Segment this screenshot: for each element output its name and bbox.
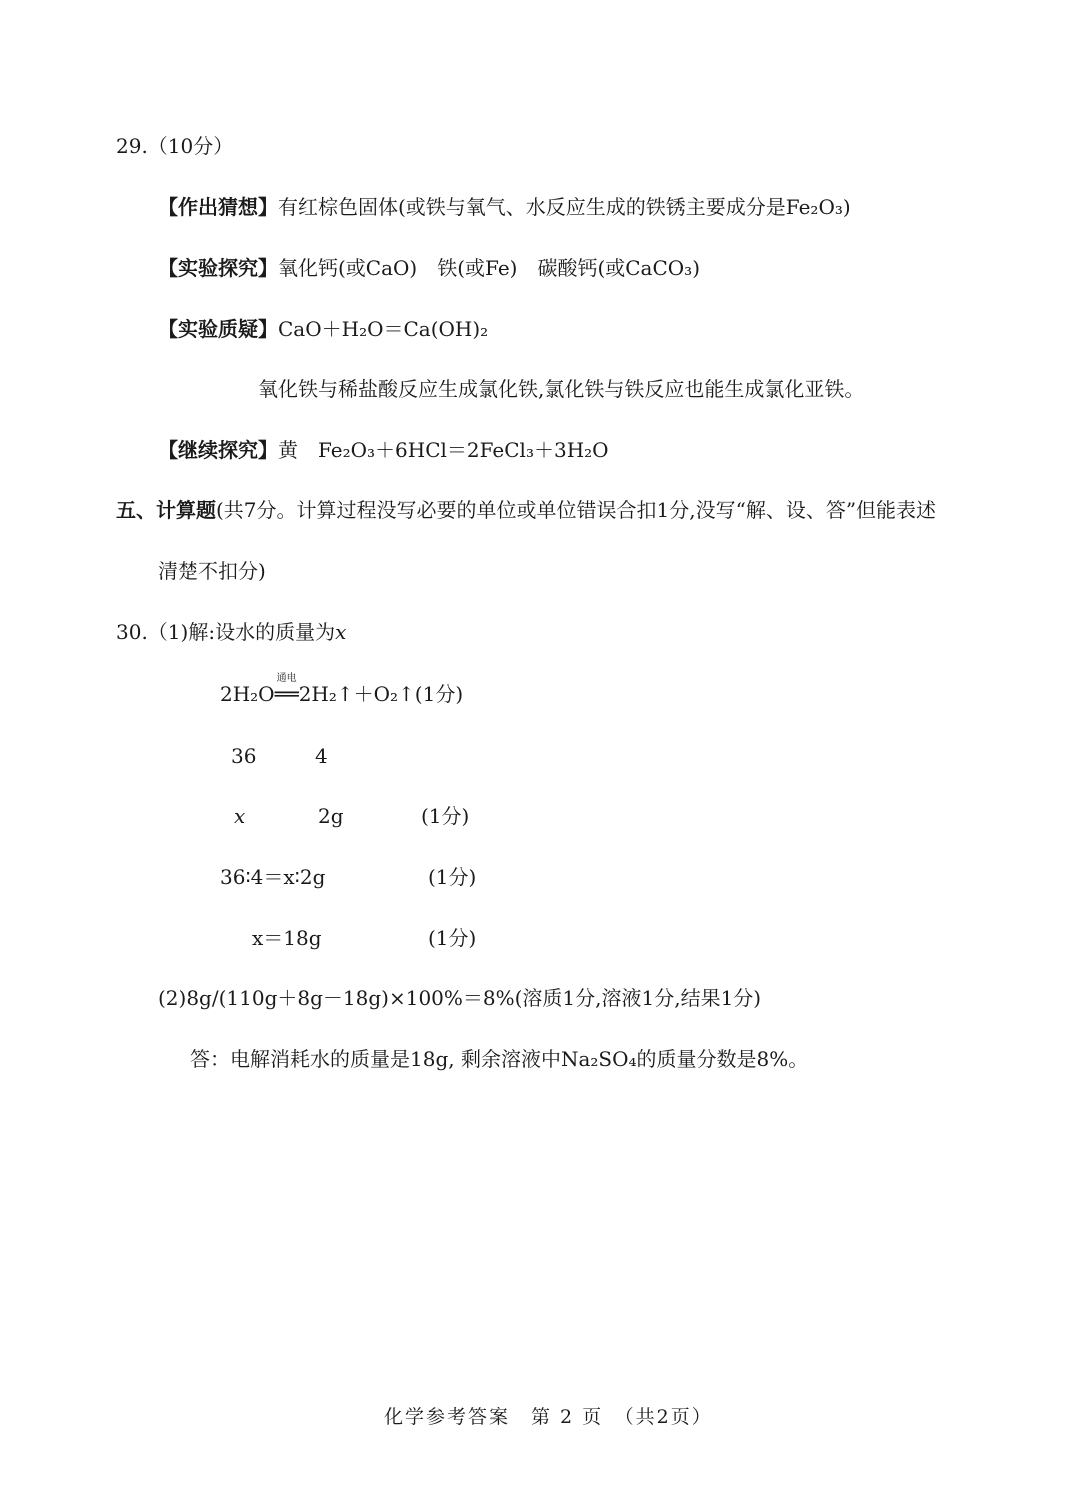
equation-condition: 通电 [276, 673, 297, 684]
q29-guess [158, 197, 851, 217]
equation-right: 2H₂↑＋O₂↑(1分) [298, 682, 464, 706]
q30-equation [220, 673, 464, 706]
ratio-row2-a: x [234, 804, 246, 828]
question-tag: 【实验质疑】 [158, 317, 278, 341]
proportion-score: (1分) [428, 865, 477, 889]
section5-title: 五、计算题 [116, 498, 216, 522]
continue-text: 黄 Fe₂O₃＋6HCl＝2FeCl₃＋3H₂O [278, 438, 609, 462]
question-text: CaO＋H₂O＝Ca(OH)₂ [278, 317, 489, 341]
proportion: 36∶4＝x∶2g [220, 865, 326, 889]
equation-left: 2H₂O [220, 682, 275, 706]
q29-explore [158, 258, 700, 278]
q30-header-text: 30.（1)解:设水的质量为 [116, 620, 336, 644]
explore-text: 氧化钙(或CaO) 铁(或Fe) 碳酸钙(或CaCO₃) [278, 256, 701, 280]
ratio-row2-b: 2g [318, 804, 344, 828]
q30-variable: x [335, 620, 347, 644]
q30-answer: 答：电解消耗水的质量是18g, 剩余溶液中Na₂SO₄的质量分数是8%。 [190, 1047, 809, 1071]
guess-tag: 【作出猜想】 [158, 195, 278, 219]
continue-tag: 【继续探究】 [158, 438, 278, 462]
q29-header: 29.（10分） [116, 134, 234, 158]
q30-part2: (2)8g/(110g＋8g－18g)×100%＝8%(溶质1分,溶液1分,结果1分) [158, 986, 762, 1010]
page-footer: 化学参考答案 第 2 页 （共2页） [384, 1406, 713, 1428]
result: x＝18g [252, 926, 322, 950]
q29-question-note: 氧化铁与稀盐酸反应生成氯化铁,氯化铁与铁反应也能生成氯化亚铁。 [258, 377, 865, 401]
section5-note-line2: 清楚不扣分) [158, 559, 266, 583]
explore-tag: 【实验探究】 [158, 256, 278, 280]
section5-heading [116, 500, 936, 520]
ratio-row1-a: 36 [231, 744, 257, 768]
q30-header [116, 622, 346, 642]
guess-text: 有红棕色固体(或铁与氧气、水反应生成的铁锈主要成分是Fe₂O₃) [278, 195, 851, 219]
q29-question [158, 319, 488, 339]
ratio-row2-score: (1分) [421, 804, 470, 828]
q29-continue [158, 440, 609, 460]
section5-note-line1: (共7分。计算过程没写必要的单位或单位错误合扣1分,没写“解、设、答”但能表述 [216, 498, 937, 522]
ratio-row1-b: 4 [315, 744, 328, 768]
equation-arrow: 通电 ══ [274, 673, 299, 706]
result-score: (1分) [428, 926, 477, 950]
